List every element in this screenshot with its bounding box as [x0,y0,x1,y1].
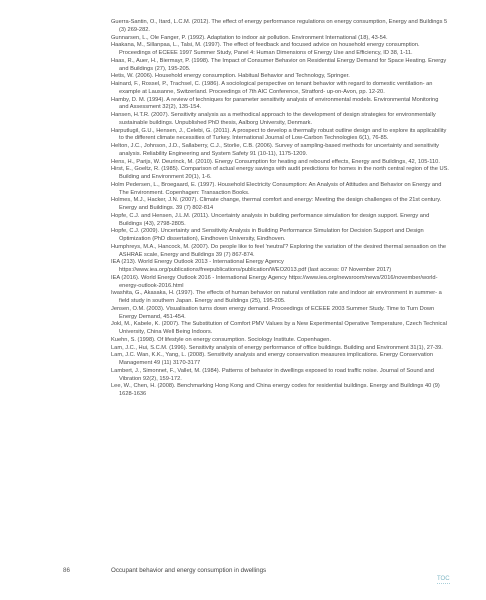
reference-entry: Hens, H., Parijs, W. Deurinck, M. (2010). Energy Consumption for heating and rebound effects, Energy and Buildings, 42, 105-110. [111,158,440,165]
reference-entry: Hirst, E., Goeltz, R. (1985). Comparison of actual energy savings with audit predictions for homes in the north central region of the US. Building and Environment 20(1), 1-6. [111,166,449,180]
reference-list [111,19,449,399]
reference-entry: Lambert, J., Simonnet, F., Vallet, M. (1984). Patterns of behavior in dwellings exposed to road traffic noise. Journal of Sound and Vibration 92(2), 159-172. [111,367,434,382]
toc-link[interactable]: TOC [437,576,450,582]
reference-entry: Lee, W., Chen, H. (2008). Benchmarking Hong Kong and China energy codes for residential buildings. Energy and Buildings 40 (9) 1628-1636 [111,383,440,397]
reference-entry: Hansen, H.T.R. (2007). Sensitivity analysis as a methodical approach to the development of design strategies for environmentally sustainable buildings. Unpublished PhD thesis, Aalborg University, Denmark. [111,112,436,126]
reference-entry: Haakana, M., Sillanpaa, L., Talsi, M. (1997). The effect of feedback and focused advice on household energy consumption. Proceedings of ECEEE 1997 Summer Study, Panel 4: Human Dimensions of Energy Use and Efficiency, ID 38, 1-11. [111,42,420,56]
reference-entry: Haas, R., Auer, H., Biermayr, P. (1998). The Impact of Consumer Behavior on Residential Energy Demand for Space Heating. Energy and Buildings (27), 195-205. [111,57,447,72]
reference-entry: Helton, J.C., Johnson, J.D., Sallaberry, C.J., Storlie, C.B. (2006). Survey of sampling-based methods for uncertainty and sensitivity analysis. Reliability Engineering and System Safety 91 (10-11), 1175-1209. [111,143,440,157]
reference-entry: Hopfe, C.J. (2009). Uncertainty and Sensitivity Analysis in Building Performance Simulation for Decision Support and Design Optimization (PhD dissertation), Eindhoven University, Eindhoven. [111,228,424,242]
reference-entry: Jensen, O.M. (2003). Visualisation turns down energy demand. Proceedings of ECEEE 2003 Summer Study. Time to Turn Down Energy Demand, 451-454. [111,305,435,320]
reference-entry: Humphreys, M.A., Hancock, M. (2007). Do people like to feel 'neutral'? Exploring the variation of the desired thermal sensation on the ASHRAE scale, Energy and Buildings 39 (7) 867-874. [111,243,447,258]
running-title: Occupant behavior and energy consumption in dwellings [111,567,267,574]
page-footer [0,567,486,579]
reference-entry: Guerra-Santin, O., Itard, L.C.M. (2012). The effect of energy performance regulations on energy consumption, Energy and Buildings 5 (3) 269-282. [111,19,448,33]
reference-entry: Hetis, W. (2006). Household energy consumption. Habitual Behavior and Technology, Springer. [111,73,350,80]
reference-entry: Kuehn, S. (1998). Of lifestyle on energy consumption. Sociology Institute. Copenhagen. [111,336,332,343]
reference-entry: Lam, J.C. Wan, K.K., Yang, L. (2008). Sensitivity analysis and energy conservation measures implications. Energy Conservation Management 49 (11) 3170-3177 [111,352,434,366]
reference-entry: IEA (213). World Energy Outlook 2013 - International Energy Agency https://www.iea.org/publications/freepublications/publication/WEO2013.pdf (last access: 07 November 2017) [111,259,392,273]
reference-entry: Jokl, M., Kabele, K. (2007). The Substitution of Comfort PMV Values by a New Experimental Operative Temperature, Czech Technical University, China Well Being Indoors. [111,321,447,335]
reference-entry: IEA (2016). World Energy Outlook 2016 - International Energy Agency https://www.iea.org/newsroom/news/2016/november/world-energy-outlook-2016.html [111,274,438,289]
reference-entry: Holmes, M.J., Hacker, J.N. (2007). Climate change, thermal comfort and energy: Meeting the design challenges of the 21st century. Energy and Buildings. 39 (7) 802-814 [111,197,442,211]
reference-entry: Hamby, D. M. (1994). A review of techniques for parameter sensitivity analysis of environmental models. Environmental Monitoring and Assessment 32(2), 135-154. [111,96,439,111]
reference-entry: Hainard, F., Rossel, P., Trachsel, C. (1986). A sociological perspective on tenant behavior with regard to domestic ventilation- an example at Lausanne, Switzerland. Proceedings of 7th AIC Conference, Stratford- up-on-Avon, pp. 12-20. [111,81,433,95]
reference-entry: Iwashita, G., Akasaka, H. (1997). The effects of human behavior on natural ventilation rate and indoor air environment in summer- a field study in southern Japan. Energy and Buildings (25), 195-205. [111,290,442,304]
reference-entry: Gunnarsen, L., Ole Fanger, P. (1992). Adaptation to indoor air pollution. Environment International (18), 43-54. [111,34,388,41]
reference-entry: Holm Pedersen, L., Broegaard, E. (1997). Household Electricity Consumption: An Analysis of Attitudes and Behavior on Energy and The Environment. Copenhagen: Transaction Books. [111,181,442,196]
reference-entry: Harputlugil, G.U., Hensen, J., Celebi, G. (2011). A prospect to develop a thermally robust outline design and to explore its applicability to the different climate necessities of Turkey. International Journal of Low-Carbon Technologies 6(1), 76-85. [111,127,447,142]
page-number: 86 [63,567,70,574]
reference-entry: Lam, J.C., Hui, S.C.M. (1996). Sensitivity analysis of energy performance of office buildings. Building and Environment 31(1), 27-39. [111,344,443,351]
reference-entry: Hopfe, C.J. and Hensen, J.L.M. (2011). Uncertainty analysis in building performance simulation for design support. Energy and Buildings (43), 2798-2805. [111,212,430,227]
